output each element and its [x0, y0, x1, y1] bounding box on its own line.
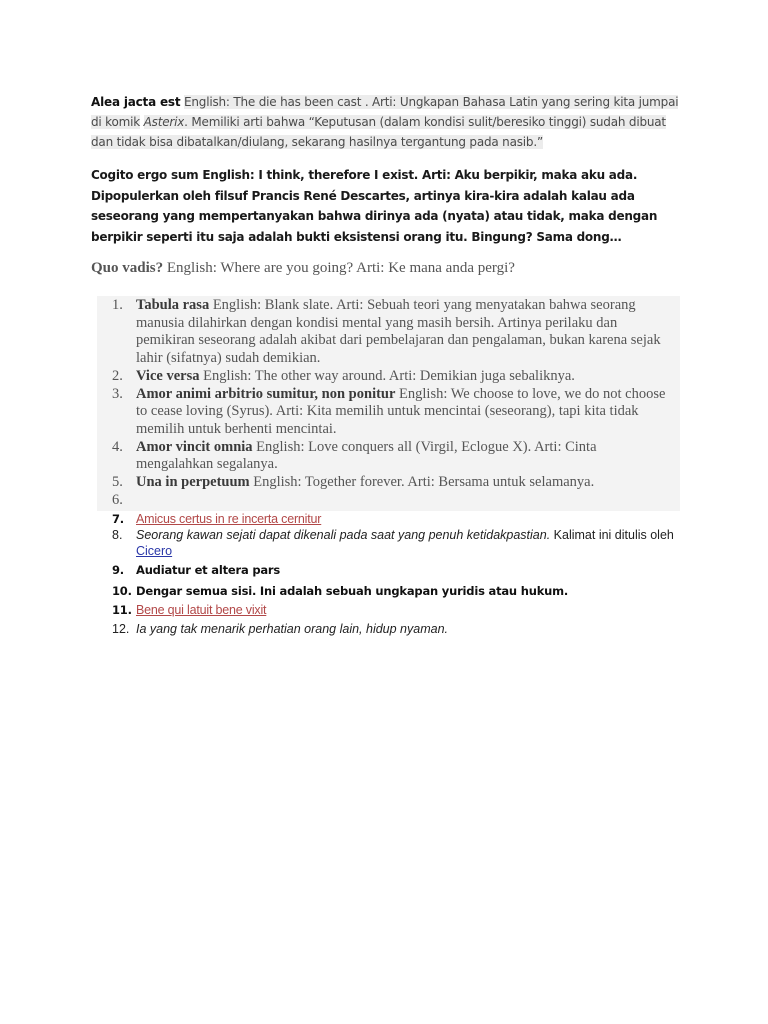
list-number: 11. [112, 603, 132, 617]
list-item [112, 492, 672, 510]
paragraph-alea-jacta-est [91, 92, 681, 152]
list-item [112, 297, 672, 368]
term-alea-jacta-est: Alea jacta est [91, 95, 181, 109]
list-number: 1. [112, 297, 123, 313]
list-number: 3. [112, 385, 123, 402]
list-item [112, 474, 672, 492]
paragraph-cogito-ergo-sum: Cogito ergo sum English: I think, therefore I exist. Arti: Aku berpikir, maka aku ada. Dipopulerkan oleh filsuf Prancis René Descartes, artinya kira-kira adalah kalau ada seseorang yang mempertanyakan bahwa dirinya ada (nyata) atau tidak, maka dengan berpikir seperti itu saja adalah bukti eksistensi orang itu. Bingung? Sama dong… [91, 168, 658, 244]
list-term: Vice versa [136, 367, 200, 384]
item12-text: Ia yang tak menarik perhatian orang lain, hidup nyaman. [136, 622, 448, 636]
alea-english-text: English: The die has been cast . Arti: Ungkapan Bahasa Latin yang sering kita jumpai di komik [91, 95, 679, 129]
list-item [112, 368, 672, 386]
list-item [112, 439, 672, 474]
link-bene-qui-latuit[interactable]: Bene qui latuit bene vixit [136, 603, 267, 617]
list-number: 6. [112, 491, 123, 508]
list-item [112, 386, 672, 439]
quo-vadis-text: English: Where are you going? Arti: Ke mana anda pergi? [163, 260, 515, 276]
item8-plain-text: Kalimat ini ditulis oleh [550, 528, 674, 542]
list-number: 8. [112, 528, 123, 542]
list-text: English: We choose to love, we do not choose to cease loving (Syrus). Arti: Kita memilih untuk mencintai (seseorang), tapi kita tidak memilih untuk berhenti mencintai. [136, 385, 666, 437]
list-item [112, 601, 687, 620]
item8-italic-text: Seorang kawan sejati dapat dikenali pada saat yang penuh ketidakpastian. [136, 528, 551, 542]
latin-phrases-list [112, 297, 672, 509]
list-number: 2. [112, 367, 123, 384]
list-item [112, 511, 687, 527]
list-term: Una in perpetuum [136, 474, 250, 491]
list-item [112, 528, 687, 559]
list-item [112, 582, 687, 601]
asterix-title: Asterix [143, 115, 185, 129]
link-amicus-certus[interactable]: Amicus certus in re incerta cernitur [136, 512, 322, 526]
latin-phrases-list-continued [112, 511, 687, 638]
list-number: 9. [112, 563, 124, 577]
item9-text: Audiatur et altera pars [136, 563, 281, 577]
list-number: 10. [112, 584, 132, 598]
list-number: 7. [112, 512, 124, 526]
list-term: Amor vincit omnia [136, 438, 253, 455]
list-text: English: Love conquers all (Virgil, Eclogue X). Arti: Cinta mengalahkan segalanya. [136, 438, 597, 473]
item10-text: Dengar semua sisi. Ini adalah sebuah ungkapan yuridis atau hukum. [136, 584, 569, 598]
list-term: Tabula rasa [136, 297, 210, 313]
list-item [112, 561, 687, 580]
list-number: 5. [112, 474, 123, 491]
list-text: English: Blank slate. Arti: Sebuah teori yang menyatakan bahwa seorang manusia dilahirkan dengan kondisi mental yang masih bersih. Artinya perilaku dan pemikiran seseorang adalah akibat dari pembelajaran dan pengalaman, bukan karena sejak lahir (sifatnya) sudah demikian. [136, 297, 661, 367]
paragraph-quo-vadis [91, 258, 681, 278]
term-quo-vadis: Quo vadis? [91, 260, 164, 276]
list-item [112, 622, 687, 638]
list-text: English: Together forever. Arti: Bersama untuk selamanya. [249, 474, 595, 491]
list-number: 12. [112, 622, 130, 636]
list-term: Amor animi arbitrio sumitur, non ponitur [136, 385, 396, 402]
list-number: 4. [112, 438, 123, 455]
alea-meaning-text: . Memiliki arti bahwa “Keputusan (dalam kondisi sulit/beresiko tinggi) sudah dibuat dan tidak bisa dibatalkan/diulang, sekarang hasilnya tergantung pada nasib.” [91, 115, 666, 149]
link-cicero[interactable]: Cicero [136, 543, 173, 558]
list-text: English: The other way around. Arti: Demikian juga sebaliknya. [199, 367, 575, 384]
